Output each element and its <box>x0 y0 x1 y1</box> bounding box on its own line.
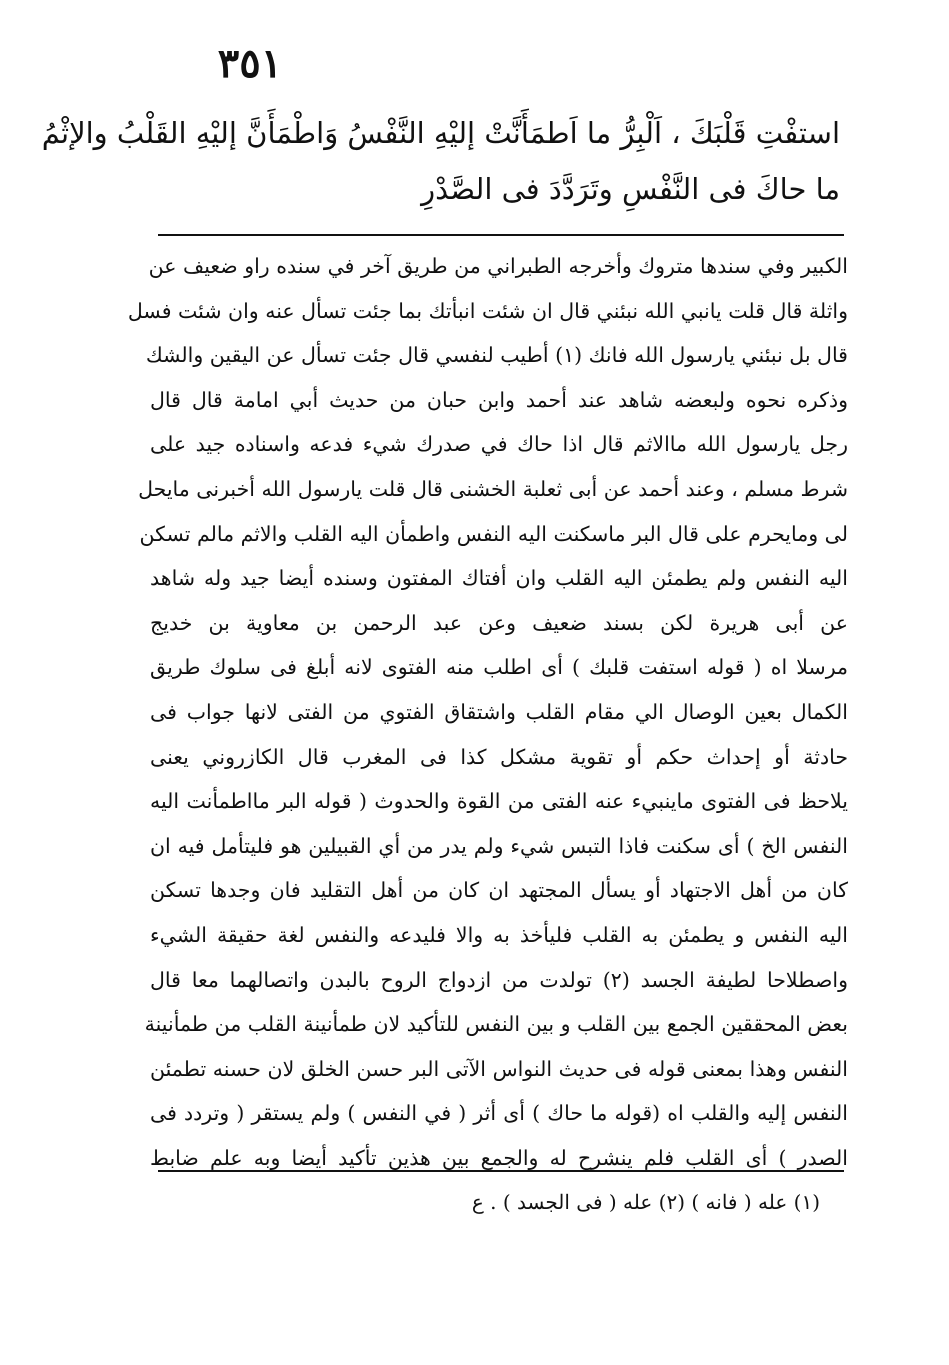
commentary-line: النفس الخ ) أى سكنت فاذا التبس شيء ولم يدر من أي القبيلين هو فليتأمل فيه ان <box>150 833 848 858</box>
commentary-line: رجل يارسول الله ماالاثم قال اذا حاك في صدرك شيء فدعه واسناده جيد على <box>150 432 848 457</box>
hadith-line: ما حاكَ فى النَّفْسِ وتَرَدَّدَ فى الصَّدْرِ <box>421 172 840 206</box>
footnotes: (١) عله ( فانه ) (٢) عله ( فى الجسد ) . ع <box>471 1190 820 1214</box>
commentary-line: وذكره نحوه ولبعضه شاهد عند أحمد وابن حبان من حديث أبي امامة قال قال <box>150 387 848 412</box>
commentary-line: لى ومايحرم على قال البر ماسكنت اليه النفس واطمأن اليه القلب والاثم مالم تسكن <box>139 521 848 546</box>
commentary-line: قال بل نبئني يارسول الله فانك (١) أطيب لنفسي قال جئت تسأل عن اليقين والشك <box>145 343 848 368</box>
page-number: ٣٥١ <box>217 40 283 87</box>
commentary-line: اليه النفس ولم يطمئن اليه القلب وان أفتاك المفتون وسنده أيضا جيد وله شاهد <box>150 566 848 591</box>
commentary-line: النفس وهذا بمعنى قوله فى حديث النواس الآتى البر حسن الخلق لان حسنه تطمئن <box>150 1056 848 1081</box>
commentary-line: بعض المحققين الجمع بين القلب و بين النفس للتأكيد لان طمأنينة القلب من طمأنينة <box>144 1012 848 1037</box>
commentary-line: النفس إليه والقلب اه (قوله ما حاك ) أى أثر ( في النفس ) ولم يستقر ( وتردد فى <box>150 1101 848 1126</box>
commentary-line: الكمال بعين الوصال الي مقام القلب واشتقاق الفتوي من الفتى لانها جواب فى <box>150 699 848 724</box>
commentary-line: مرسلا اه ( قوله استفت قلبك ) أى اطلب منه الفتوى لانه أبلغ فى سلوك طريق <box>150 655 848 680</box>
commentary-text <box>127 244 848 1180</box>
commentary-line: شرط مسلم ، وعند أحمد عن أبى ثعلبة الخشنى قال قلت يارسول الله أخبرنى مايحل <box>138 476 848 501</box>
commentary-line: عن أبى هريرة لكن بسند ضعيف وعن عبد الرحمن بن معاوية بن خديج <box>150 610 848 635</box>
commentary-line: الكبير وفي سندها متروك وأخرجه الطبراني من طريق آخر في سنده راو ضعيف عن <box>148 254 848 278</box>
top-divider-rule <box>158 234 844 236</box>
commentary-line: واثلة قال قلت يانبي الله نبئني قال ان شئت انبأتك بما جئت تسأل عنه وان شئت فسل <box>127 298 848 323</box>
commentary-line: واصطلاحا لطيفة الجسد (٢) تولدت من ازدواج الروح بالبدن واتصالهما معا قال <box>150 967 848 992</box>
hadith-text <box>41 105 840 217</box>
hadith-line: استفْتِ قَلْبَكَ ، اَلْبِرُّ ما اَطمَأَنَّتْ إليْهِ النَّفْسُ وَاطْمَأَنَّ إليْهِ القَلْبُ والإثْمُ <box>41 116 840 150</box>
commentary-line: اليه النفس و يطمئن به القلب فليأخذ به والا فليدعه والنفس لغة حقيقة الشيء <box>150 922 848 947</box>
commentary-line: الصدر ) أى القلب فلم ينشرح له والجمع بين هذين تأكيد أيضا وبه علم ضابط <box>150 1145 848 1170</box>
commentary-line: كان من أهل الاجتهاد أو يسأل المجتهد ان كان من أهل التقليد فان وجدها تسكن <box>150 878 848 903</box>
footnote-divider-rule <box>158 1170 844 1172</box>
commentary-line: حادثة أو إحداث حكم أو تقوية مشكل كذا فى المغرب قال الكازروني يعنى <box>150 744 848 769</box>
commentary-line: يلاحظ فى الفتوى ماينبيء عنه الفتى من القوة والحدوث ( قوله البر مااطمأنت اليه <box>150 789 848 814</box>
